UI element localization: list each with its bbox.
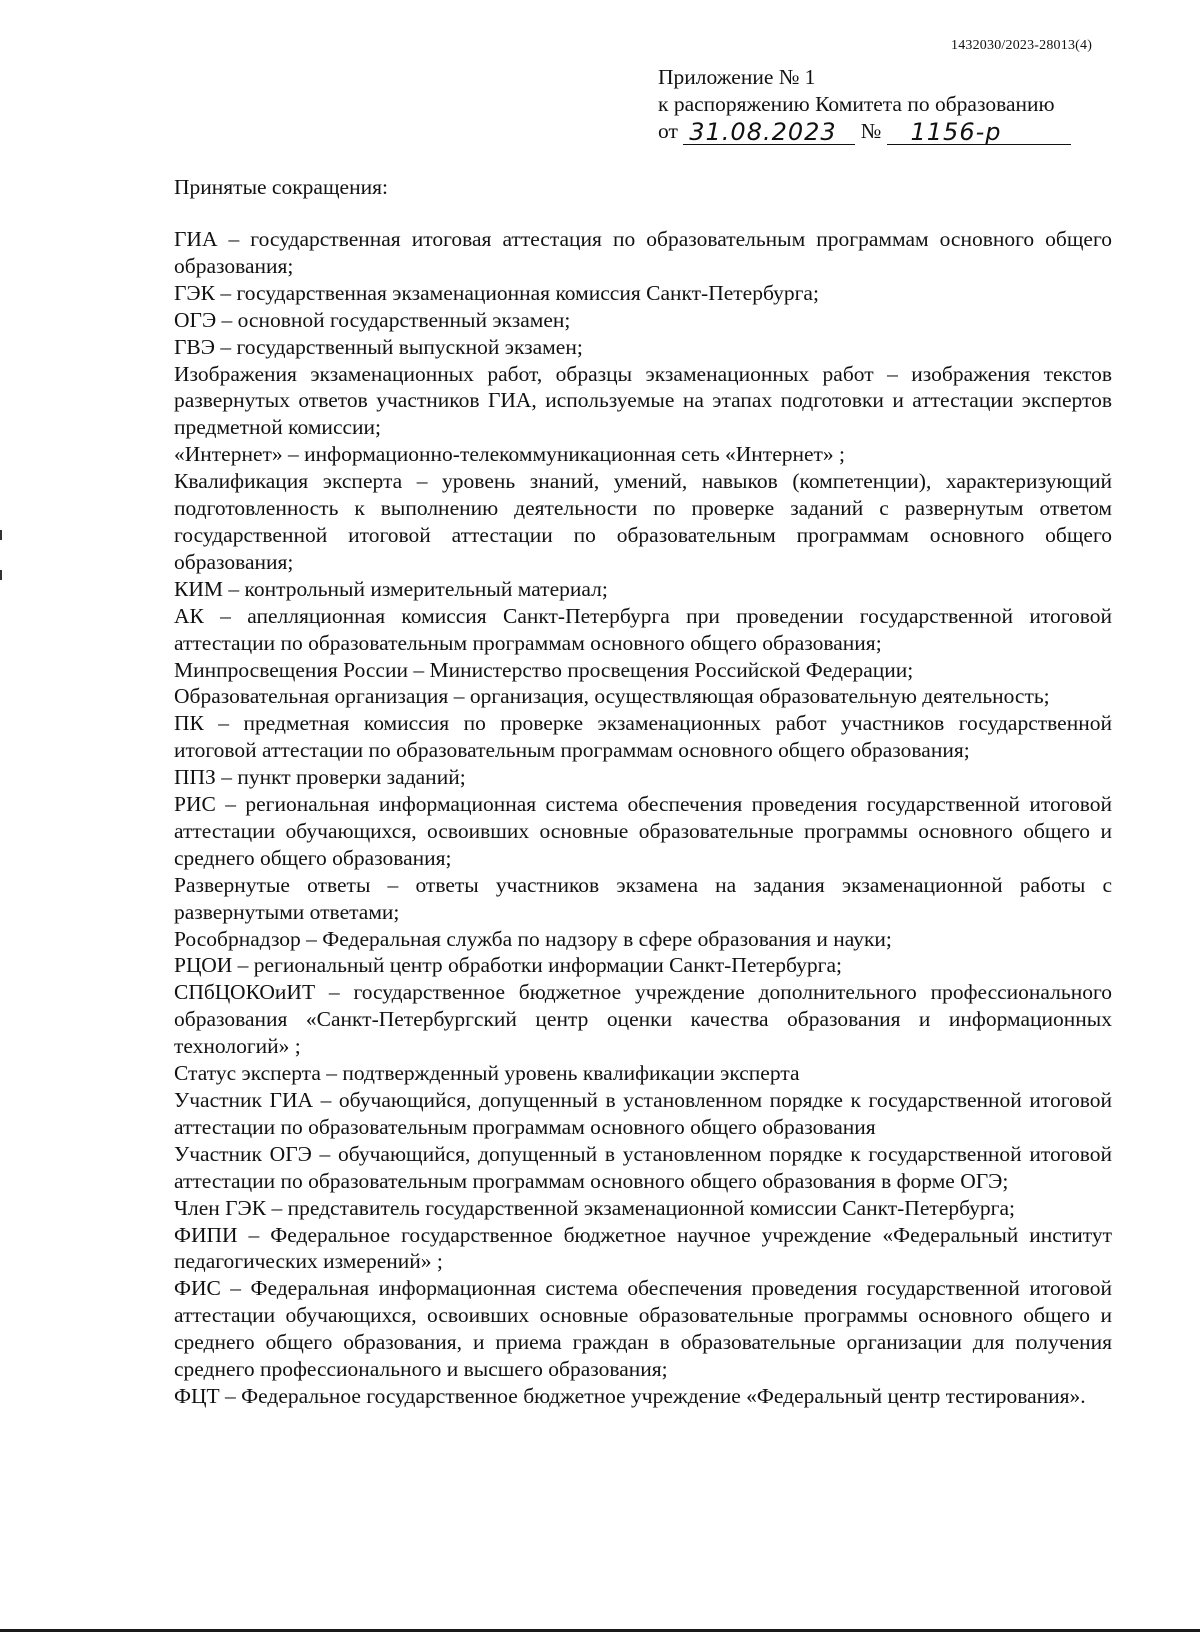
abbreviation-entry: ФИПИ – Федеральное государственное бюджетное научное учреждение «Федеральный институт педагогических измерений» ;: [174, 1222, 1112, 1274]
abbreviation-entry: ГВЭ – государственный выпускной экзамен;: [174, 334, 583, 359]
number-prefix: №: [860, 119, 882, 143]
appendix-date-number-line: [658, 118, 1071, 145]
abbreviations-title: Принятые сокращения:: [174, 175, 388, 199]
scan-edge-mark: [0, 570, 2, 580]
appendix-title: Приложение № 1: [658, 65, 816, 89]
scan-edge-mark: [0, 530, 2, 540]
abbreviation-entry: ОГЭ – основной государственный экзамен;: [174, 307, 571, 332]
abbreviation-entry: КИМ – контрольный измерительный материал;: [174, 576, 608, 601]
appendix-header: [658, 64, 1071, 145]
handwritten-number: 1156-р: [910, 118, 1002, 146]
abbreviation-entry: ФЦТ – Федеральное государственное бюджетное учреждение «Федеральный центр тестирования».: [174, 1383, 1086, 1408]
abbreviation-entry: ФИС – Федеральная информационная система обеспечения проведения государственной итоговой аттестации обучающихся, освоивших основные образовательные программы основного общего и среднего общего образования, и приема граждан в образовательные организации для получения среднего профессионального и высшего образования;: [174, 1276, 1112, 1382]
abbreviation-entry: ГИА – государственная итоговая аттестация по образовательным программам основного общего образования;: [174, 227, 1112, 278]
abbreviation-entry: Статус эксперта – подтвержденный уровень квалификации эксперта: [174, 1061, 800, 1086]
abbreviation-entry: Член ГЭК – представитель государственной экзаменационной комиссии Санкт-Петербурга;: [174, 1195, 1016, 1220]
abbreviation-entry: Рособрнадзор – Федеральная служба по надзору в сфере образования и науки;: [174, 926, 892, 951]
abbreviation-entry: АК – апелляционная комиссия Санкт-Петербурга при проведении государственной итоговой аттестации по образовательным программам основного общего образования;: [174, 603, 1112, 655]
abbreviation-entry: Изображения экзаменационных работ, образцы экзаменационных работ – изображения текстов развернутых ответов участников ГИА, используемые на этапах подготовки и аттестации экспертов предметной комиссии;: [174, 361, 1112, 440]
abbreviation-entry: РЦОИ – региональный центр обработки информации Санкт-Петербурга;: [174, 953, 843, 978]
abbreviation-entry: ГЭК – государственная экзаменационная комиссия Санкт-Петербурга;: [174, 280, 819, 305]
appendix-order-reference: к распоряжению Комитета по образованию: [658, 92, 1055, 116]
number-field: [887, 120, 1071, 145]
handwritten-date: 31.08.2023: [689, 118, 837, 146]
abbreviation-entry: РИС – региональная информационная система обеспечения проведения государственной итоговой аттестации обучающихся, освоивших основные образовательные программы основного общего и среднего общего образования;: [174, 792, 1112, 870]
abbreviation-entry: Участник ОГЭ – обучающийся, допущенный в установленном порядке к государственной итоговой аттестации по образовательным программам основного общего образования в форме ОГЭ;: [174, 1141, 1112, 1193]
abbreviation-entry: Развернутые ответы – ответы участников экзамена на задания экзаменационной работы с развернутыми ответами;: [174, 872, 1112, 924]
date-prefix: от: [658, 119, 678, 143]
abbreviation-entry: Образовательная организация – организация, осуществляющая образовательную деятельность;: [174, 684, 1050, 709]
abbreviation-entry: ПК – предметная комиссия по проверке экзаменационных работ участников государственной итоговой аттестации по образовательным программам основного общего образования;: [174, 711, 1112, 763]
registration-number: 1432030/2023-28013(4): [951, 38, 1093, 53]
abbreviations-list: [174, 226, 1112, 1410]
abbreviation-entry: Квалификация эксперта – уровень знаний, умений, навыков (компетенции), характеризующий подготовленность к выполнению деятельности по проверке заданий с развернутым ответом государственной итоговой аттестации по образовательным программам основного общего образования;: [174, 469, 1112, 574]
abbreviation-entry: Минпросвещения России – Министерство просвещения Российской Федерации;: [174, 657, 914, 682]
scan-bottom-border: [0, 1629, 1200, 1632]
abbreviation-entry: Участник ГИА – обучающийся, допущенный в установленном порядке к государственной итоговой аттестации по образовательным программам основного общего образования: [174, 1088, 1112, 1139]
abbreviation-entry: «Интернет» – информационно-телекоммуникационная сеть «Интернет» ;: [174, 442, 846, 467]
abbreviation-entry: СПбЦОКОиИТ – государственное бюджетное учреждение дополнительного профессионального образования «Санкт-Петербургский центр оценки качества образования и информационных технологий» ;: [174, 980, 1112, 1059]
date-field: [683, 120, 855, 145]
abbreviation-entry: ППЗ – пункт проверки заданий;: [174, 765, 466, 790]
